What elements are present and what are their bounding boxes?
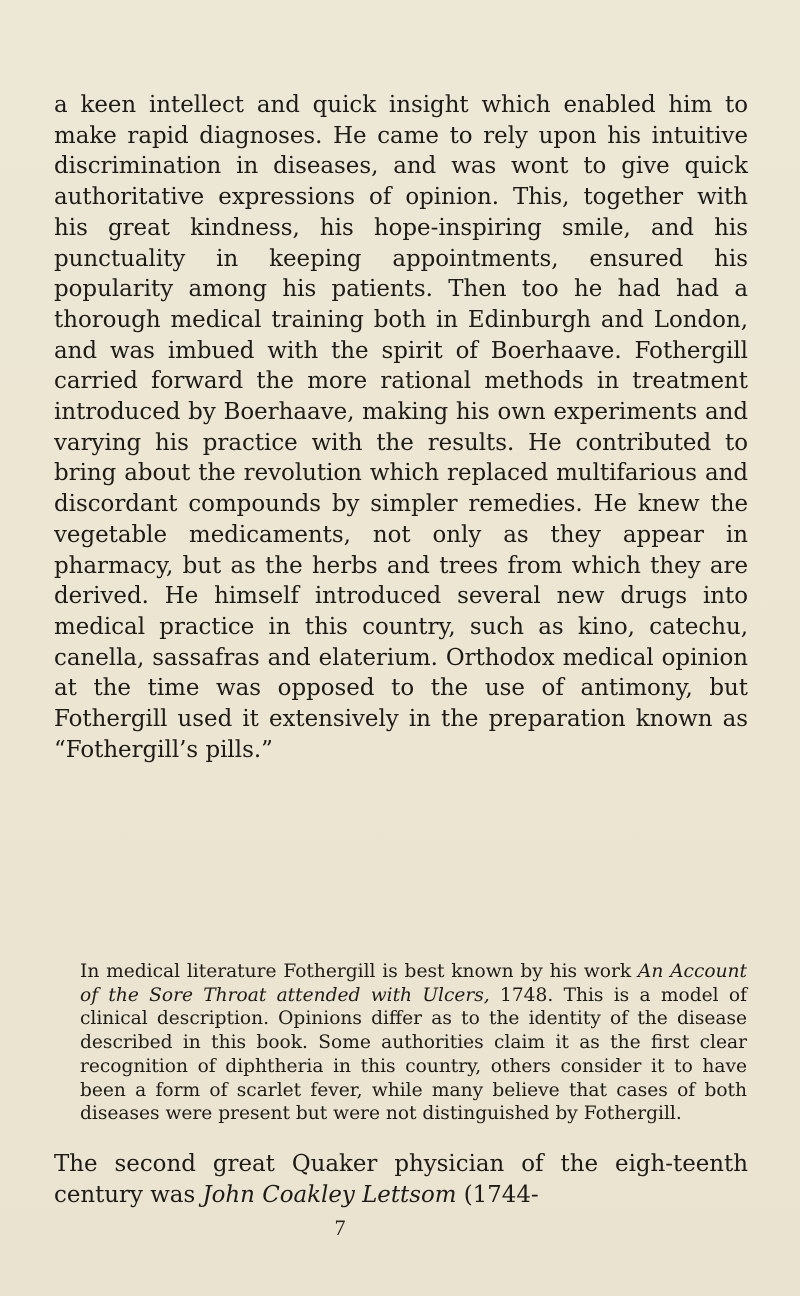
body-paragraph-text: a keen intellect and quick insight which enabled him to make rapid diagnoses. He came to rely upon his intuitive discrimination in diseases, and was wont to give quick authoritative expressions of opinion. This, together with his great kindness, his hope-inspiring smile, and his punctuality in keeping appointments, ensured his popularity among his patients. Then too he had had a thorough medical training both in Edinburgh and London, and was imbued with the spirit of Boerhaave. Fothergill carried forward the more rational methods in treatment introduced by Boerhaave, making his own experiments and varying his practice with the results. He contributed to bring about the revolution which replaced multifarious and discordant compounds by simpler remedies. He knew the vegetable medicaments, not only as they appear in pharmacy, but as the herbs and trees from which they are derived. He himself introduced several new drugs into medical practice in this country, such as kino, catechu, canella, sassafras and elaterium. Orthodox medical opinion at the time was opposed to the use of antimony, but Fothergill used it extensively in the preparation known as “Fothergill’s pills.” <box>54 92 748 763</box>
small-print-rest: 1748. This is a model of clinical description. Opinions differ as to the identity of the disease described in this book. Some authorities claim it as the first clear recognition of diphtheria in this country, others consider it to have been a form of scarlet fever, while many believe that cases of both diseases were present but were not distinguished by Fothergill. <box>80 984 747 1125</box>
book-title: An Account of the Sore Throat attended with Ulcers, <box>80 961 747 1006</box>
closing-paragraph <box>54 1149 748 1211</box>
closing-paragraph-text <box>54 1149 748 1211</box>
closing-tail: (1744- <box>456 1182 539 1208</box>
physician-name: John Coakley Lettsom <box>202 1182 457 1208</box>
small-print-lead: In medical literature Fothergill is best known by his work <box>80 961 638 982</box>
small-print-text <box>80 960 747 1126</box>
body-paragraph <box>54 90 748 765</box>
small-print-paragraph <box>80 960 747 1126</box>
closing-lead: The second great Quaker physician of the eigh-teenth century was <box>54 1151 748 1208</box>
page-number: 7 <box>334 1215 346 1240</box>
